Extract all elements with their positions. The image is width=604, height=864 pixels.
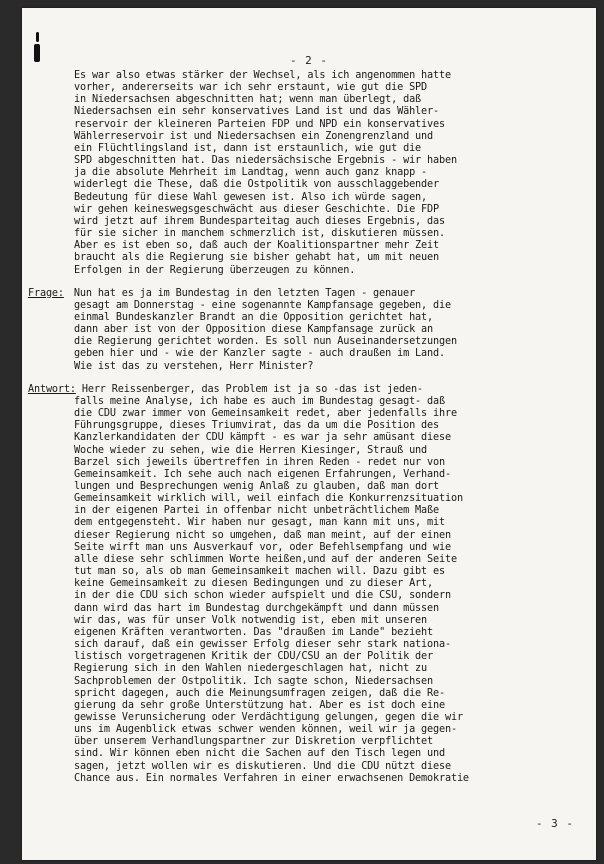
text-line xyxy=(74,82,584,94)
line-text: spricht dagegen, auch die Meinungsumfragen zeigen, daß die Re- xyxy=(74,687,445,699)
line-text: wir das, was für unser Volk notwendig ist, eben mit unseren xyxy=(74,614,428,626)
text-line xyxy=(74,590,584,602)
text-line xyxy=(74,469,584,481)
line-text: sind. Wir können eben nicht die Sachen auf den Tisch legen und xyxy=(74,748,445,760)
line-text: reservoir der kleineren Parteien FDP und NPD ein konservatives xyxy=(74,118,445,130)
text-line xyxy=(74,615,584,627)
text-line xyxy=(74,566,584,578)
line-text: gesagt am Donnerstag - eine sogenannte Kampfansage gegeben, die xyxy=(74,299,451,311)
line-text: braucht als die Regierung sie bisher gehabt hat, um mit neuen xyxy=(74,252,439,264)
line-text: Barzel sich jeweils übertreffen in ihren Reden - redet nur von xyxy=(74,456,445,468)
line-text: dieser Regierung nicht so umgehen, daß man meint, auf der einen xyxy=(74,529,451,541)
text-line xyxy=(74,627,584,639)
text-line xyxy=(74,481,584,493)
text-line xyxy=(74,348,584,360)
line-text: Chance aus. Ein normales Verfahren in einer erwachsenen Demokratie xyxy=(74,772,469,784)
text-line xyxy=(74,493,584,505)
line-text: tut man so, als ob man Gemeinsamkeit machen will. Dazu gibt es xyxy=(74,566,445,578)
text-line xyxy=(74,131,584,143)
line-text: eigenen Kräften verantworten. Das "draußen im Lande" bezieht xyxy=(74,626,434,638)
speaker-label: Antwort: xyxy=(28,383,76,395)
line-text: in der eigenen Partei in offenbar nicht unbeträchtlichem Maße xyxy=(74,505,439,517)
text-line xyxy=(74,336,584,348)
text-line xyxy=(74,106,584,118)
text-line xyxy=(74,505,584,517)
text-line xyxy=(74,167,584,179)
text-line xyxy=(74,530,584,542)
line-text: Wählerreservoir ist und Niedersachsen ein Zonengrenzland und xyxy=(74,130,434,142)
line-text: Gemeinsamkeit wirklich will, weil einfach die Konkurrenzsituation xyxy=(74,493,463,505)
line-text: Führungsgruppe, dieses Triumvirat, das da um die Position des xyxy=(74,420,439,432)
punch-hole-mark xyxy=(36,32,39,42)
speaker-label: Frage: xyxy=(28,287,64,299)
line-text: Es war also etwas stärker der Wechsel, als ich angenommen hatte xyxy=(74,70,451,81)
line-text: Kanzlerkandidaten der CDU kämpft - es war ja sehr amüsant diese xyxy=(74,432,451,444)
text-line xyxy=(74,773,584,785)
line-text: einmal Bundeskanzler Brandt an die Opposition gerichtet hat, xyxy=(74,311,434,323)
line-text: in der die CDU sich schon wieder aufspielt und die CSU, sondern xyxy=(74,590,451,602)
line-text: Erfolgen in der Regierung überzeugen zu können. xyxy=(74,264,356,276)
text-line xyxy=(74,542,584,554)
line-text: falls meine Analyse, ich habe es auch im Bundestag gesagt- daß xyxy=(74,395,445,407)
line-text: sich darauf, daß ein gewisser Erfolg dieser sehr stark nationa- xyxy=(74,639,451,651)
text-line xyxy=(74,179,584,191)
text-line xyxy=(74,663,584,675)
line-text: listisch vorgetragenen Kritik der CDU/CSU an der Politik der xyxy=(74,651,434,663)
text-line xyxy=(74,761,584,773)
text-line xyxy=(74,651,584,663)
line-text: über unserem Verhandlungspartner zur Diskretion verpflichtet xyxy=(74,736,434,748)
line-text: uns im Augenblick etwas schwer wenden können, weil wir ja gegen- xyxy=(74,724,457,736)
line-text: Niedersachsen ein sehr konservatives Land ist und das Wähler- xyxy=(74,106,439,118)
line-text: Bedeutung für diese Wahl gewesen ist. Also ich würde sagen, xyxy=(74,191,428,203)
line-text: die Regierung gerichtet worden. Es soll nun Auseinandersetzungen xyxy=(74,336,457,348)
line-text: lungen und Besprechungen wenig Anlaß zu glauben, daß man dort xyxy=(74,481,439,492)
qa-paragraph xyxy=(28,287,584,373)
line-text: ja die absolute Mehrheit im Landtag, wenn auch ganz knapp - xyxy=(74,167,428,179)
document-body xyxy=(28,70,584,785)
text-line xyxy=(74,457,584,469)
line-text: widerlegt die These, daß die Ostpolitik von ausschlaggebender xyxy=(74,179,439,191)
line-text: Herr Reissenberger, das Problem ist ja so -das ist jeden- xyxy=(75,383,423,395)
text-line xyxy=(74,252,584,264)
text-line xyxy=(74,300,584,312)
text-line xyxy=(74,361,584,373)
line-text: dem entgegensteht. Wir haben nur gesagt, man kann mit uns, mit xyxy=(74,517,445,529)
text-line xyxy=(28,288,584,300)
line-text: gierung da sehr große Unterstützung hat. Aber es ist doch eine xyxy=(74,699,445,711)
text-line xyxy=(74,155,584,167)
line-text: in Niedersachsen abgeschnitten hat; wenn man überlegt, daß xyxy=(74,94,422,106)
qa-paragraph xyxy=(28,383,584,785)
line-text: Woche wieder zu sehen, wie die Herren Kiesinger, Strauß und xyxy=(74,444,428,456)
text-line xyxy=(74,603,584,615)
text-line xyxy=(74,408,584,420)
line-text: für sie sicher in manchem schmerzlich ist, diskutieren müssen. xyxy=(74,228,445,240)
line-text: sagen, jetzt wollen wir es diskutieren. Und die CDU nützt diese xyxy=(74,760,451,772)
line-text: gewisse Verunsicherung oder Verdächtigung gelungen, gegen die wir xyxy=(74,711,463,723)
text-line xyxy=(74,240,584,252)
line-text: keine Gemeinsamkeit zu diesen Bedingungen und zu dieser Art, xyxy=(74,578,434,590)
line-text: SPD abgeschnitten hat. Das niedersächsische Ergebnis - wir haben xyxy=(74,155,457,167)
line-text: wird jetzt auf ihrem Bundesparteitag auch dieses Ergebnis, das xyxy=(74,215,445,227)
text-paragraph xyxy=(74,70,584,277)
line-text: Seite wirft man uns Ausverkauf vor, oder Befehlsempfang und wie xyxy=(74,541,451,553)
text-line xyxy=(74,517,584,529)
footer-page-number: - 3 - xyxy=(535,817,574,830)
line-text: Regierung sich in den Wahlen niedergeschlagen hat, nicht zu xyxy=(74,663,428,675)
line-text: dann wird das hart im Bundestag durchgekämpft und dann müssen xyxy=(74,602,439,614)
text-line xyxy=(74,143,584,155)
text-line xyxy=(74,204,584,216)
text-line xyxy=(74,228,584,240)
line-text: vorher, andererseits war ich sehr erstaunt, wie gut die SPD xyxy=(74,82,428,94)
header-page-number: - 2 - xyxy=(289,54,329,67)
text-line xyxy=(74,724,584,736)
line-text: wir gehen keineswegsgeschwächt aus dieser Geschichte. Die FDP xyxy=(74,203,439,215)
line-text: Sachproblemen der Ostpolitik. Ich sagte schon, Niedersachsen xyxy=(74,675,434,687)
line-text: alle diese sehr schlimmen Worte heißen,und auf der anderen Seite xyxy=(74,553,457,565)
line-text: Nun hat es ja im Bundestag in den letzten Tagen - genauer xyxy=(67,287,415,299)
text-line xyxy=(74,70,584,82)
line-text: Wie ist das zu verstehen, Herr Minister? xyxy=(74,360,314,372)
text-line xyxy=(74,445,584,457)
text-line xyxy=(74,712,584,724)
text-line xyxy=(74,700,584,712)
text-line xyxy=(74,312,584,324)
text-line xyxy=(74,676,584,688)
text-line xyxy=(74,554,584,566)
line-text: ein Flüchtlingsland ist, dann ist erstaunlich, wie gut die xyxy=(74,142,422,154)
text-line xyxy=(74,748,584,760)
text-line xyxy=(74,432,584,444)
text-line xyxy=(74,119,584,131)
line-text: dann aber ist von der Opposition diese Kampfansage zurück an xyxy=(74,324,434,336)
text-line xyxy=(74,578,584,590)
text-line xyxy=(74,265,584,277)
text-line xyxy=(74,94,584,106)
text-line xyxy=(74,639,584,651)
text-line xyxy=(74,192,584,204)
text-line xyxy=(74,736,584,748)
document-page xyxy=(22,8,596,860)
text-line xyxy=(74,420,584,432)
text-line xyxy=(74,396,584,408)
line-text: Gemeinsamkeit. Ich sehe auch nach eigenen Erfahrungen, Verhand- xyxy=(74,468,451,480)
line-text: geben hier und - wie der Kanzler sagte - auch draußen im Land. xyxy=(74,348,445,360)
line-text: die CDU zwar immer von Gemeinsamkeit redet, aber jedenfalls ihre xyxy=(74,408,457,420)
text-line xyxy=(74,688,584,700)
text-line xyxy=(74,324,584,336)
line-text: Aber es ist eben so, daß auch der Koalitionspartner mehr Zeit xyxy=(74,240,439,252)
text-line xyxy=(74,216,584,228)
text-line xyxy=(28,384,584,396)
